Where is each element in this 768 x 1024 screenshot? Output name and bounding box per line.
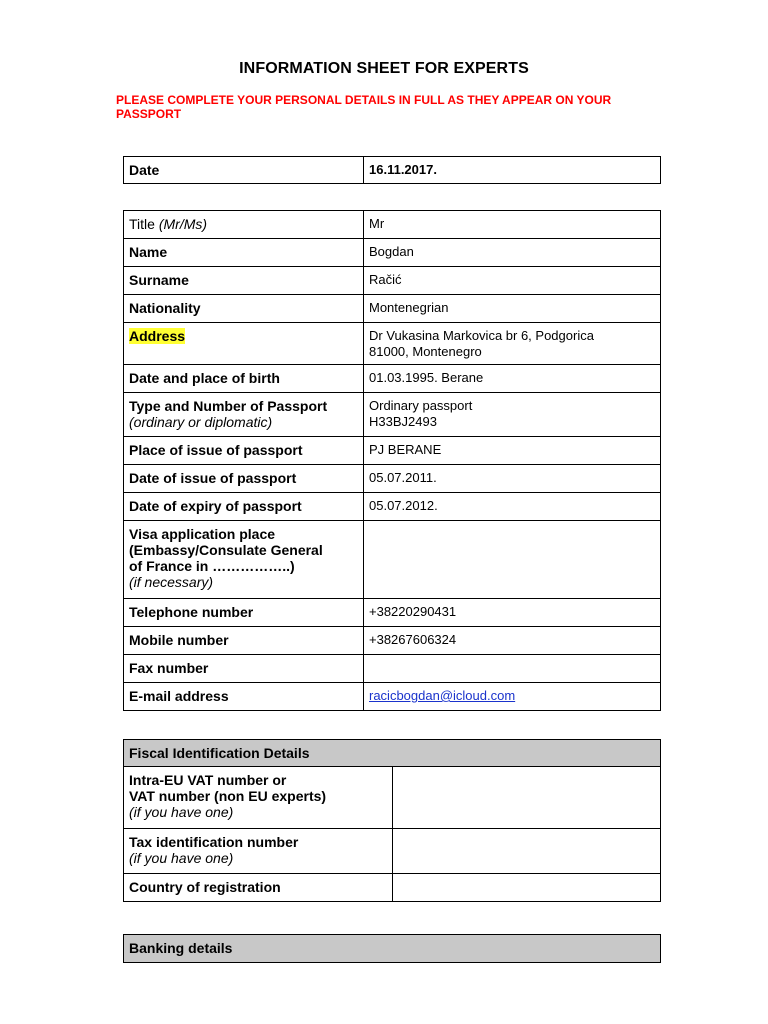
personal-details-table bbox=[123, 210, 661, 711]
nationality-value[interactable]: Montenegrian bbox=[364, 295, 661, 323]
expiry-row bbox=[124, 493, 661, 521]
surname-label: Surname bbox=[124, 267, 364, 295]
passport-type-row bbox=[124, 393, 661, 437]
email-value-cell bbox=[364, 683, 661, 711]
date-table bbox=[123, 156, 661, 184]
issue-place-value[interactable]: PJ BERANE bbox=[364, 437, 661, 465]
address-label-cell bbox=[124, 323, 364, 365]
tax-label: Tax identification number bbox=[129, 834, 299, 850]
passport-notice: PLEASE COMPLETE YOUR PERSONAL DETAILS IN FULL AS THEY APPEAR ON YOUR PASSPORT bbox=[116, 93, 612, 121]
visa-label-cell bbox=[124, 521, 364, 599]
country-value[interactable] bbox=[392, 874, 661, 902]
tax-row bbox=[124, 829, 661, 874]
address-label: Address bbox=[129, 328, 186, 344]
mobile-label: Mobile number bbox=[124, 627, 364, 655]
name-row bbox=[124, 239, 661, 267]
title-value[interactable]: Mr bbox=[364, 211, 661, 239]
title-label-cell bbox=[124, 211, 364, 239]
mobile-row bbox=[124, 627, 661, 655]
vat-hint: (if you have one) bbox=[129, 804, 234, 820]
banking-table bbox=[123, 934, 661, 963]
issue-place-label: Place of issue of passport bbox=[124, 437, 364, 465]
telephone-row bbox=[124, 599, 661, 627]
mobile-value[interactable]: +38267606324 bbox=[364, 627, 661, 655]
visa-label-line-1: Visa application place bbox=[129, 526, 276, 542]
country-label: Country of registration bbox=[124, 874, 393, 902]
email-row bbox=[124, 683, 661, 711]
banking-section-title: Banking details bbox=[124, 935, 661, 963]
fax-label: Fax number bbox=[124, 655, 364, 683]
fiscal-table bbox=[123, 739, 661, 902]
address-line-2: 81000, Montenegro bbox=[369, 344, 482, 359]
vat-label-cell bbox=[124, 767, 393, 829]
telephone-value[interactable]: +38220290431 bbox=[364, 599, 661, 627]
visa-hint: (if necessary) bbox=[129, 574, 214, 590]
birth-label: Date and place of birth bbox=[124, 365, 364, 393]
birth-row bbox=[124, 365, 661, 393]
vat-row bbox=[124, 767, 661, 829]
vat-label-line-1: Intra-EU VAT number or bbox=[129, 772, 287, 788]
name-value[interactable]: Bogdan bbox=[364, 239, 661, 267]
country-row bbox=[124, 874, 661, 902]
fiscal-header-row bbox=[124, 740, 661, 767]
expiry-value[interactable]: 05.07.2012. bbox=[364, 493, 661, 521]
surname-row bbox=[124, 267, 661, 295]
fax-value[interactable] bbox=[364, 655, 661, 683]
visa-label-line-2: (Embassy/Consulate General bbox=[129, 542, 323, 558]
tax-label-cell bbox=[124, 829, 393, 874]
address-row bbox=[124, 323, 661, 365]
passport-type-label-cell bbox=[124, 393, 364, 437]
passport-number: H33BJ2493 bbox=[369, 414, 437, 429]
issue-date-label: Date of issue of passport bbox=[124, 465, 364, 493]
telephone-label: Telephone number bbox=[124, 599, 364, 627]
passport-type-text: Ordinary passport bbox=[369, 398, 473, 413]
passport-type-label: Type and Number of Passport bbox=[129, 398, 328, 414]
email-label: E-mail address bbox=[124, 683, 364, 711]
page-title: INFORMATION SHEET FOR EXPERTS bbox=[239, 60, 529, 77]
title-hint: (Mr/Ms) bbox=[158, 216, 208, 232]
birth-value[interactable]: 01.03.1995. Berane bbox=[364, 365, 661, 393]
nationality-row bbox=[124, 295, 661, 323]
vat-label-line-2: VAT number (non EU experts) bbox=[129, 788, 327, 804]
passport-type-value[interactable] bbox=[364, 393, 661, 437]
tax-value[interactable] bbox=[392, 829, 661, 874]
name-label: Name bbox=[124, 239, 364, 267]
email-link[interactable]: racicbogdan@icloud.com bbox=[369, 688, 516, 703]
fax-row bbox=[124, 655, 661, 683]
surname-value[interactable]: Račić bbox=[364, 267, 661, 295]
visa-label-line-3: of France in ……………..) bbox=[129, 558, 295, 574]
address-value[interactable] bbox=[364, 323, 661, 365]
date-value[interactable]: 16.11.2017. bbox=[364, 157, 661, 184]
vat-value[interactable] bbox=[392, 767, 661, 829]
tax-hint: (if you have one) bbox=[129, 850, 234, 866]
visa-row bbox=[124, 521, 661, 599]
address-line-1: Dr Vukasina Markovica br 6, Podgorica bbox=[369, 328, 594, 343]
expiry-label: Date of expiry of passport bbox=[124, 493, 364, 521]
title-label: Title bbox=[129, 216, 155, 232]
visa-value[interactable] bbox=[364, 521, 661, 599]
fiscal-section-title: Fiscal Identification Details bbox=[124, 740, 661, 767]
date-row bbox=[124, 157, 661, 184]
issue-date-row bbox=[124, 465, 661, 493]
banking-header-row bbox=[124, 935, 661, 963]
issue-date-value[interactable]: 05.07.2011. bbox=[364, 465, 661, 493]
passport-type-hint: (ordinary or diplomatic) bbox=[129, 414, 273, 430]
date-label: Date bbox=[124, 157, 364, 184]
nationality-label: Nationality bbox=[124, 295, 364, 323]
title-row bbox=[124, 211, 661, 239]
issue-place-row bbox=[124, 437, 661, 465]
